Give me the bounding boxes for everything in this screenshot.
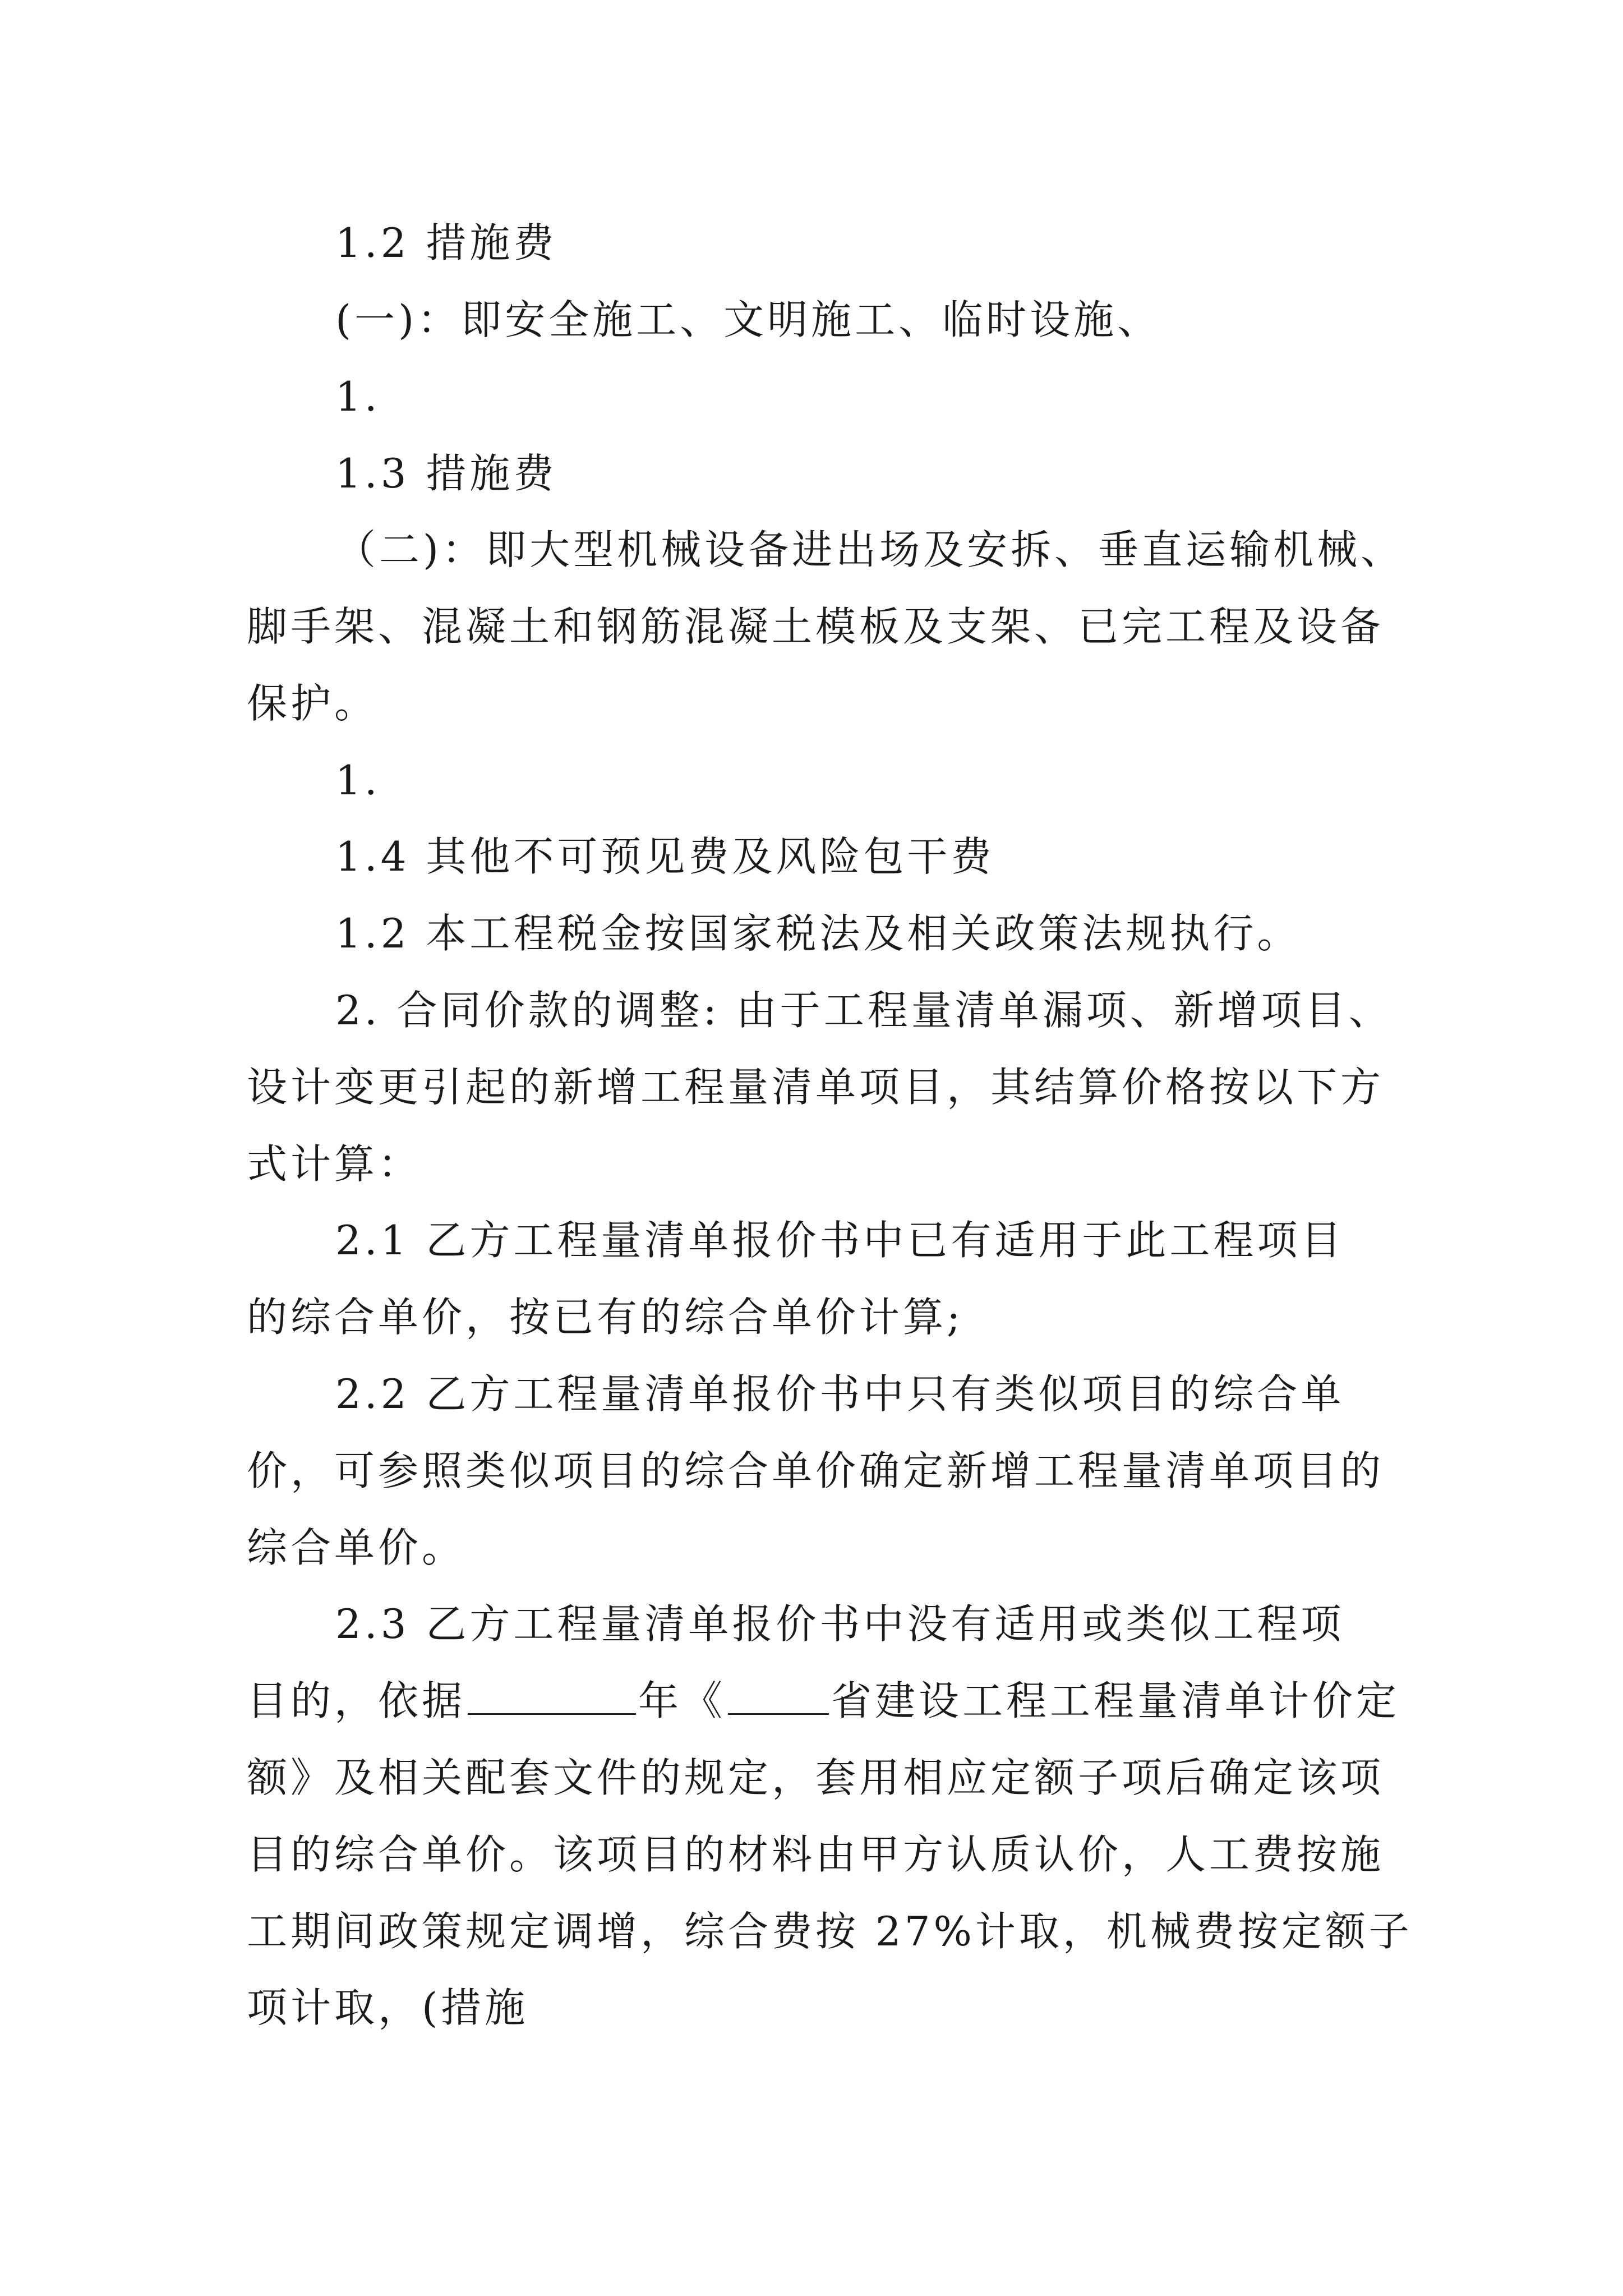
fill-blank <box>728 1680 829 1715</box>
paragraph-line: 2. 合同价款的调整: 由于工程量清单漏项、新增项目、 <box>335 987 1393 1034</box>
fill-blank <box>468 1680 636 1715</box>
line-text-part: 目的，依据 <box>247 1677 466 1724</box>
line-text-part: 年《 <box>638 1677 726 1724</box>
paragraph-line: 1. <box>335 373 381 420</box>
paragraph-line: (一)：即安全施工、文明施工、临时设施、 <box>335 296 1161 343</box>
paragraph-line: 综合单价。 <box>247 1524 466 1571</box>
paragraph-line: 1.2 措施费 <box>335 219 557 266</box>
paragraph-line: 项计取，(措施 <box>247 1984 529 2031</box>
paragraph-line: 额》及相关配套文件的规定，套用相应定额子项后确定该项 <box>247 1754 1385 1801</box>
paragraph-line: 价，可参照类似项目的综合单价确定新增工程量清单项目的 <box>247 1447 1385 1494</box>
paragraph-line: 2.1 乙方工程量清单报价书中已有适用于此工程项目 <box>335 1217 1345 1264</box>
paragraph-line: 脚手架、混凝土和钢筋混凝土模板及支架、已完工程及设备 <box>247 603 1385 650</box>
paragraph-line: 2.2 乙方工程量清单报价书中只有类似项目的综合单 <box>335 1370 1345 1418</box>
paragraph-line: 的综合单价，按已有的综合单价计算; <box>247 1294 964 1341</box>
paragraph-line: 保护。 <box>247 680 379 727</box>
paragraph-line: 式计算： <box>247 1140 422 1188</box>
paragraph-line: 设计变更引起的新增工程量清单项目，其结算价格按以下方 <box>247 1064 1385 1111</box>
paragraph-line: 1. <box>335 757 381 804</box>
paragraph-line: 1.2 本工程税金按国家税法及相关政策法规执行。 <box>335 910 1301 957</box>
paragraph-line-with-blanks <box>247 1673 1400 1729</box>
line-text-part: 省建设工程工程量清单计价定 <box>831 1677 1400 1724</box>
paragraph-line: 1.4 其他不可预见费及风险包干费 <box>335 833 995 880</box>
paragraph-line: 1.3 措施费 <box>335 450 557 497</box>
paragraph-line: 2.3 乙方工程量清单报价书中没有适用或类似工程项 <box>335 1600 1345 1648</box>
paragraph-line: （二)：即大型机械设备进出场及安拆、垂直运输机械、 <box>335 526 1405 573</box>
paragraph-line: 目的综合单价。该项目的材料由甲方认质认价，人工费按施 <box>247 1831 1385 1878</box>
paragraph-line: 工期间政策规定调增，综合费按 27%计取，机械费按定额子 <box>247 1908 1413 1955</box>
